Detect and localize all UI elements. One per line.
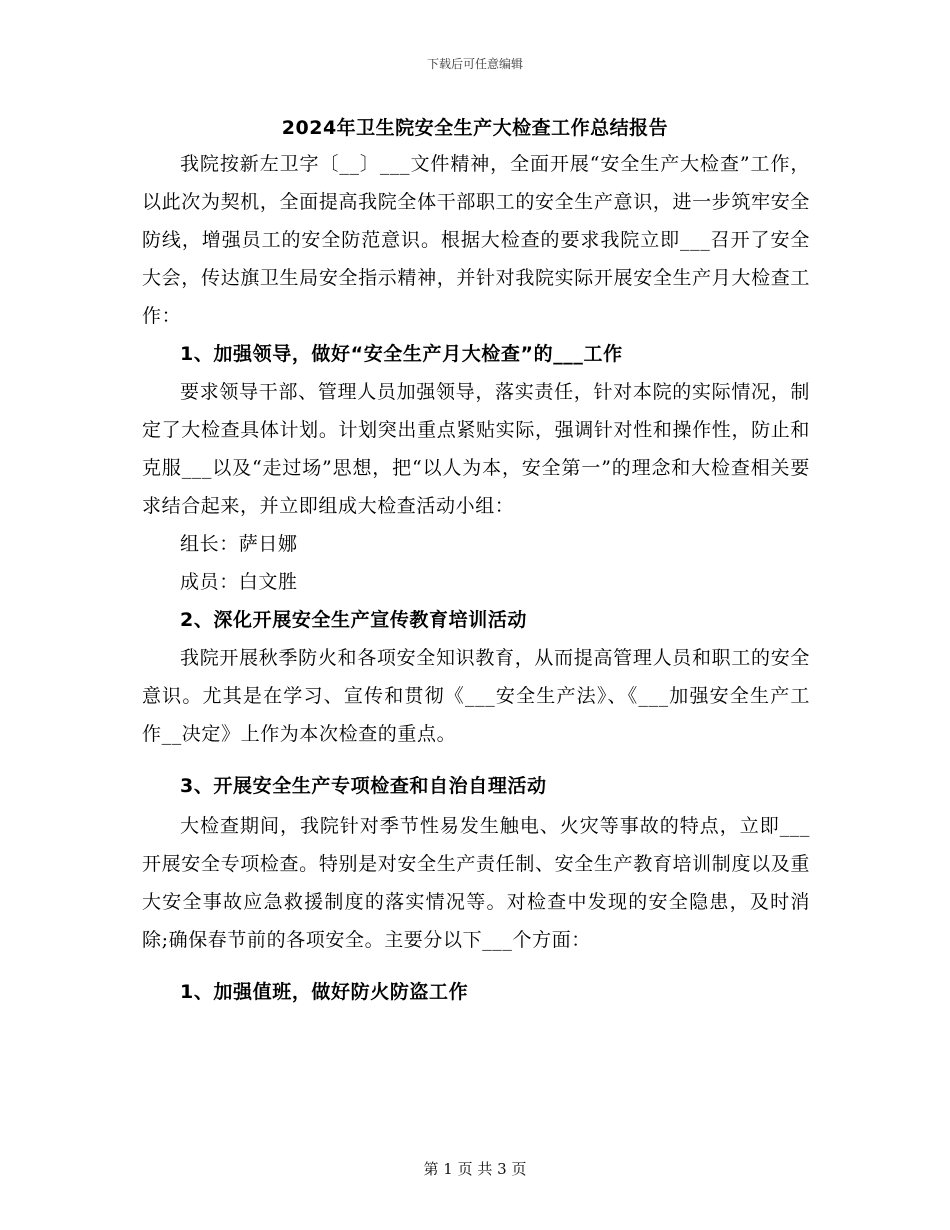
section-1-paragraph: 要求领导干部、管理人员加强领导，落实责任，针对本院的实际情况，制定了大检查具体计划。计划突出重点紧贴实际，强调针对性和操作性，防止和克服___以及“走过场”思想，把“以人为本，安全第一”的理念和大检查相关要求结合起来，并立即组成大检查活动小组： <box>142 381 810 517</box>
intro-paragraph: 我院按新左卫字〔__〕___文件精神，全面开展“安全生产大检查”工作，以此次为契机，全面提高我院全体干部职工的安全生产意识，进一步筑牢安全防线，增强员工的安全防范意识。根据大检查的要求我院立即___召开了安全大会，传达旗卫生局安全指示精神，并针对我院实际开展安全生产月大检查工作： <box>142 153 810 327</box>
page-number-footer: 第 1 页 共 3 页 <box>423 1160 527 1178</box>
section-3-paragraph: 大检查期间，我院针对季节性易发生触电、火灾等事故的特点，立即___开展安全专项检查。特别是对安全生产责任制、安全生产教育培训制度以及重大安全事故应急救援制度的落实情况等。对检查中发现的安全隐患，及时消除;确保春节前的各项安全。主要分以下___个方面： <box>142 815 810 951</box>
document-body <box>142 145 810 1011</box>
subsection-heading-1: 1、加强值班，做好防火防盗工作 <box>180 981 469 1003</box>
team-member-line: 成员：白文胜 <box>180 571 298 593</box>
section-heading-3: 3、开展安全生产专项检查和自治自理活动 <box>180 775 547 797</box>
section-heading-1: 1、加强领导，做好“安全生产月大检查”的___工作 <box>180 343 623 365</box>
section-2-paragraph: 我院开展秋季防火和各项安全知识教育，从而提高管理人员和职工的安全意识。尤其是在学习、宣传和贯彻《___安全生产法》、《___加强安全生产工作__决定》上作为本次检查的重点。 <box>142 647 810 745</box>
document-title: 2024年卫生院安全生产大检查工作总结报告 <box>281 117 669 139</box>
section-heading-2: 2、深化开展安全生产宣传教育培训活动 <box>180 609 528 631</box>
team-leader-line: 组长：萨日娜 <box>180 533 298 555</box>
header-note: 下载后可任意编辑 <box>426 57 523 71</box>
